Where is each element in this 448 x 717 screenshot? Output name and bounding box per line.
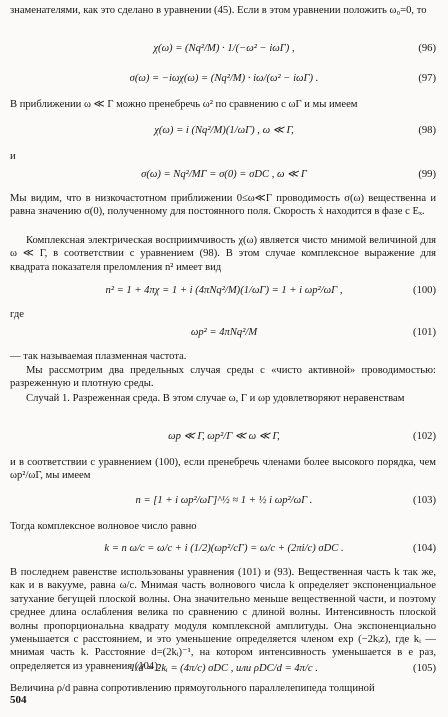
equation-math: χ(ω) = (Nq²/M) · 1/(−ω² − iωΓ) , [153,43,295,54]
equation-number: (98) [418,125,436,136]
equation-number: (96) [418,43,436,54]
equation [0,422,448,452]
equation-math: k = n ω/c = ω/c + i (1/2)(ωp²/cΓ) = ω/c + (2πi/c) σDC . [104,543,344,554]
equation [0,318,448,348]
equation-math: χ(ω) = i (Nq²/M)(1/ωΓ) , ω ≪ Γ, [154,125,294,136]
equation-math: ωp ≪ Γ, ωp²/Γ ≪ ω ≪ Γ, [168,431,280,442]
equation [0,276,448,306]
equation-math: 1/d = 2kᵢ = (4π/c) σDC , или ρDC/d = 4π/c . [130,663,318,674]
text-paragraph: Тогда комплексное волновое число равно [10,521,197,532]
text-paragraph: знаменателями, как это сделано в уравнении (45). Если в этом уравнении положить ω₀=0, то [10,5,427,16]
equation-number: (101) [413,327,436,338]
equation [0,116,448,146]
text-paragraph: Случай 1. Разреженная среда. В этом случае ω, Γ и ωp удовлетворяют неравенствам [26,393,405,404]
text-paragraph: Величина ρ/d равна сопротивлению прямоугольного параллелепипеда толщиной [10,683,375,694]
equation-number: (99) [418,169,436,180]
text-paragraph: В приближении ω ≪ Γ можно пренебречь ω² по сравнению с ωΓ и мы имеем [10,99,358,110]
equation-number: (97) [418,73,436,84]
equation-math: σ(ω) = −iωχ(ω) = (Nq²/M) · iω/(ω² − iωΓ) . [129,73,319,84]
equation-math: n = [1 + i ωp²/ωΓ]^½ ≈ 1 + ½ i ωp²/ωΓ . [135,495,313,506]
equation [0,534,448,564]
text-paragraph: В последнем равенстве использованы уравнения (101) и (93). Вещественная часть k так же, как и в вакууме, равна ω/c. Мнимая часть волнового числа k определяет экспоненциальное затухание бегущей плоской волны. Она значительно меньше вещественной части, и поэтому среднее длина ослабления велика по сравнению с длиной волны. Интенсивность плоской волны пропорциональна квадрату модуля комплексной амплитуды. Она экспоненциально уменьшается с расстоянием, и это уменьшение определяется членом exp (−2kᵢz), где kᵢ — мнимая часть k. Расстояние d=(2kᵢ)⁻¹, на котором интенсивность уменьшается в e раз, определяется из уравнения (104): [10,567,436,672]
equation-number: (100) [413,285,436,296]
text-paragraph: Мы видим, что в низкочастотном приближении 0≤ω≪Γ проводимость σ(ω) вещественна и равна значению σ(0), полученному для постоянного поля. Скорость ẋ находится в фазе с Eₓ. [10,193,436,218]
equation-number: (105) [413,663,436,674]
equation-number: (102) [413,431,436,442]
text-paragraph: Комплексная электрическая восприимчивость χ(ω) является чисто мнимой величиной для ω ≪ Γ, в соответствии с уравнением (98). В этом случае комплексное выражение для квадрата показателя преломления n² имеет вид [10,235,436,273]
text-paragraph: и [10,151,16,162]
equation [0,486,448,516]
equation-math: n² = 1 + 4πχ = 1 + i (4πNq²/M)(1/ωΓ) = 1 + i ωp²/ωΓ , [105,285,343,296]
page-number: 504 [10,694,27,706]
text-paragraph: — так называемая плазменная частота. [10,351,187,362]
text-paragraph: и в соответствии с уравнением (100), если пренебречь членами более высокого порядка, чем ωp²/ωΓ, мы имеем [10,457,436,482]
equation-math: ωp² = 4πNq²/M [190,327,258,338]
equation-number: (103) [413,495,436,506]
text-paragraph: где [10,309,24,320]
equation-number: (104) [413,543,436,554]
equation [0,654,448,684]
equation-math: σ(ω) = Nq²/MΓ = σ(0) = σDC , ω ≪ Γ [141,169,307,180]
equation [0,160,448,190]
equation [0,64,448,94]
text-paragraph: Мы рассмотрим два предельных случая среды с «чисто активной» проводимостью: разреженную и плотную среды. [10,365,436,390]
equation [0,34,448,64]
